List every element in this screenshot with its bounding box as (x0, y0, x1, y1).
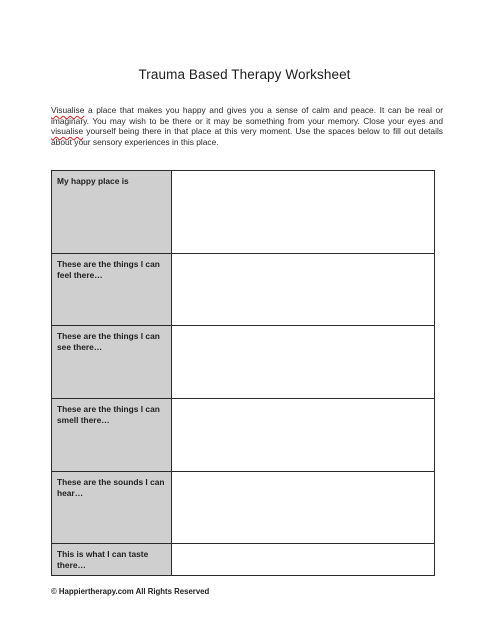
intro-text-part-1: a place that makes you happy and gives you a sense of calm and peace. It can be real or imaginary. You may wish to be there or it may be something from your memory. Close your eyes and (51, 105, 443, 126)
worksheet-table (51, 170, 435, 576)
intro-word-visualise-2: visualise (51, 126, 84, 137)
row-label-cell (52, 254, 172, 326)
intro-text-part-2: yourself being there in that place at this very moment. Use the spaces below to fill out details about your sensory experiences in this place. (51, 126, 443, 147)
table-row (52, 399, 435, 472)
worksheet-title: Trauma Based Therapy Worksheet (138, 67, 351, 82)
row-label-smell: These are the things I can smell there… (57, 404, 160, 425)
table-row (52, 544, 435, 576)
row-label-cell (52, 171, 172, 254)
answer-field-hear[interactable] (172, 472, 435, 544)
answer-field-taste[interactable] (172, 544, 435, 576)
row-label-cell (52, 326, 172, 399)
row-label-cell (52, 544, 172, 576)
intro-word-visualise: Visualise (51, 105, 85, 115)
row-label-happy-place: My happy place is (57, 176, 129, 186)
intro-paragraph (51, 105, 443, 147)
answer-field-happy-place[interactable] (172, 171, 435, 254)
row-label-hear: These are the sounds I can hear… (57, 477, 165, 498)
table-row (52, 326, 435, 399)
row-label-cell (52, 472, 172, 544)
copyright-footer: © Happiertherapy.com All Rights Reserved (51, 587, 210, 596)
answer-field-see[interactable] (172, 326, 435, 399)
table-row (52, 171, 435, 254)
answer-field-smell[interactable] (172, 399, 435, 472)
table-row (52, 472, 435, 544)
row-label-feel: These are the things I can feel there… (57, 259, 160, 280)
table-row (52, 254, 435, 326)
row-label-see: These are the things I can see there… (57, 331, 160, 352)
row-label-taste: This is what I can taste there… (57, 549, 149, 570)
row-label-cell (52, 399, 172, 472)
answer-field-feel[interactable] (172, 254, 435, 326)
